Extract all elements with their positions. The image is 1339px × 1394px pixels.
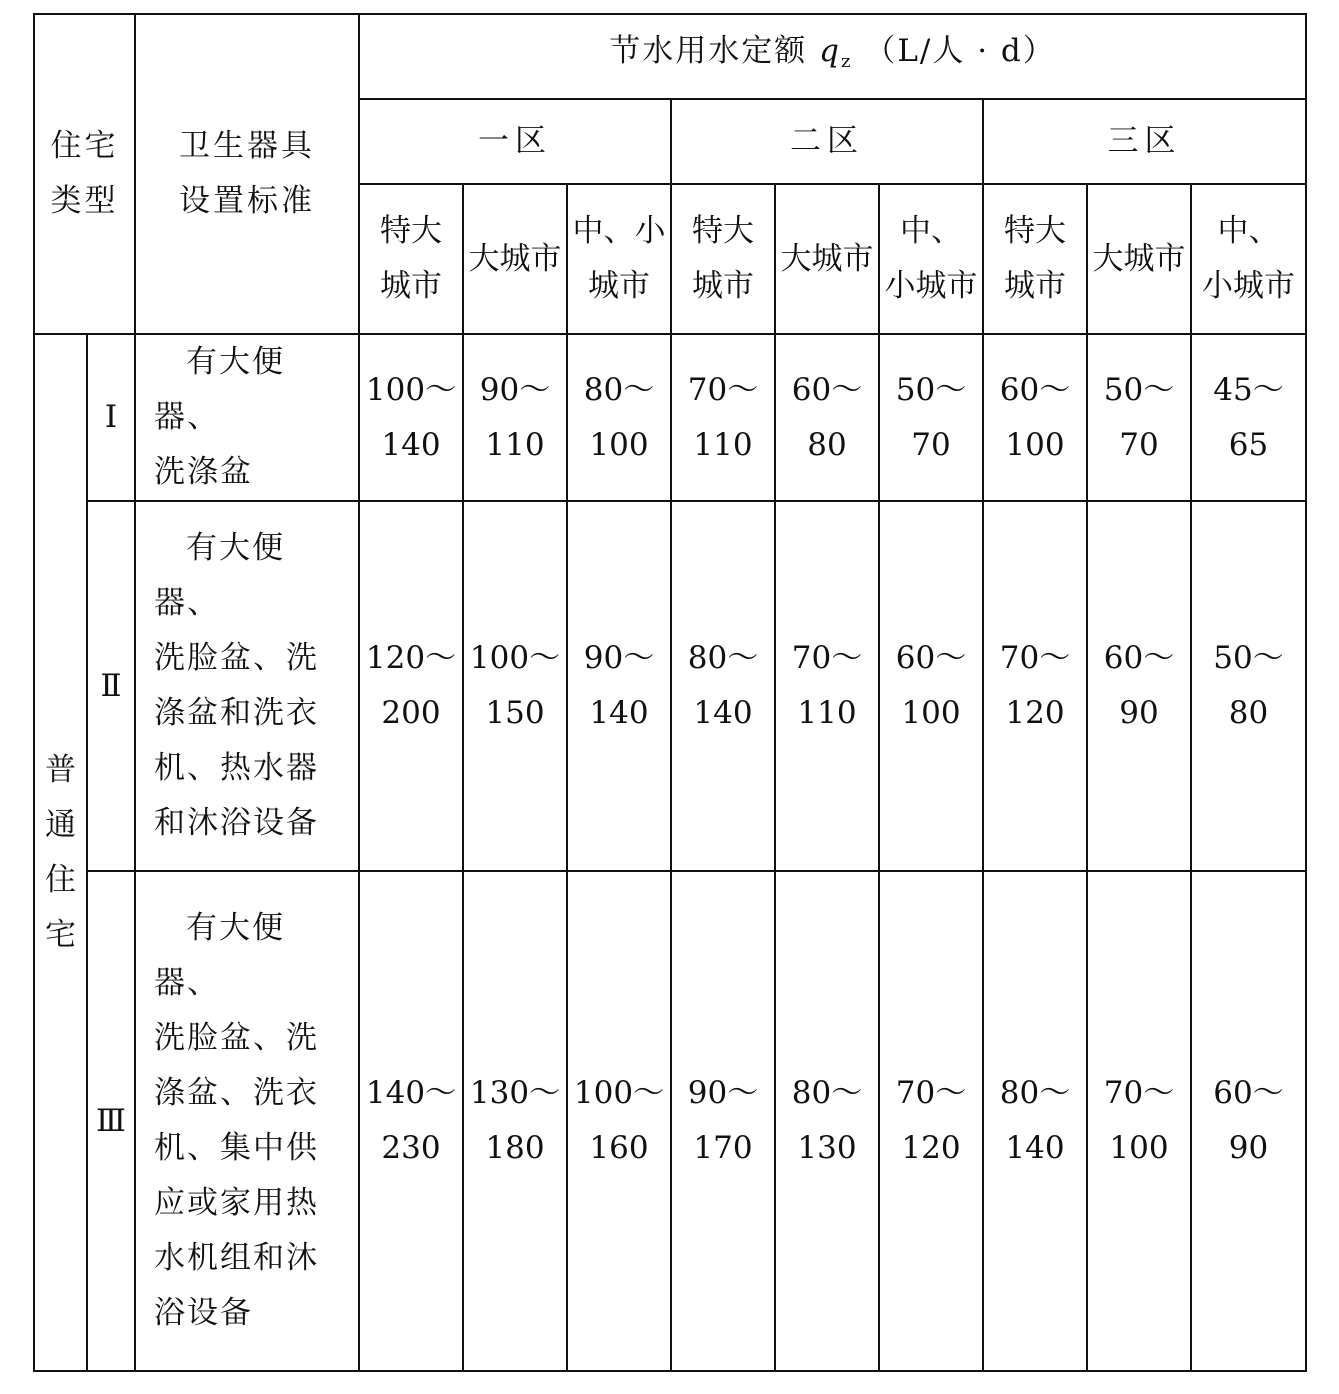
fixture-line: 水机组和沐 (154, 1240, 319, 1276)
quota-value-cell (775, 871, 879, 1371)
quota-value-cell (463, 871, 567, 1371)
quota-value-line: 200 (381, 695, 441, 731)
city-size-line: 中、 (1217, 213, 1280, 249)
quota-value-line: 100 (589, 426, 649, 463)
city-size-header (567, 184, 671, 334)
quota-symbol: q (819, 33, 841, 69)
quota-value-line: 130 (797, 1130, 857, 1166)
quota-value-line: 110 (693, 426, 753, 463)
quota-value-line: 100～ (365, 371, 457, 408)
fixture-line: 洗脸盆、洗 (154, 1020, 319, 1056)
quota-value-line: 90 (1228, 1130, 1269, 1166)
quota-value-line: 140～ (365, 1075, 457, 1111)
city-size-line: 大城市 (468, 240, 562, 277)
fixture-line: 洗脸盆、洗 (154, 640, 319, 676)
group-label-char: 住 (45, 861, 76, 898)
city-size-line: 城市 (588, 268, 650, 304)
fixture-line: 机、集中供 (154, 1130, 319, 1166)
fixture-line: 有大便器、 (154, 344, 285, 435)
quota-value-line: 120～ (365, 640, 457, 676)
quota-value-line: 170 (693, 1130, 753, 1166)
quota-value-line: 80 (1228, 695, 1269, 731)
quota-value-cell (359, 871, 463, 1371)
group-label-char: 通 (45, 806, 76, 843)
quota-value-line: 130～ (469, 1075, 561, 1111)
quota-value-cell (983, 501, 1087, 871)
grade-cell: Ⅲ (87, 871, 135, 1371)
group-label-char: 普 (45, 751, 76, 788)
fixture-line: 机、热水器 (154, 750, 319, 786)
zone-2: 二区 (671, 99, 983, 184)
quota-symbol-subscript: z (840, 51, 853, 72)
quota-value-line: 70 (1119, 426, 1159, 463)
header-row-quota (34, 14, 1306, 99)
quota-value-line: 90 (1119, 695, 1159, 731)
group-label-char: 宅 (45, 916, 76, 953)
quota-value-cell (879, 334, 983, 501)
quota-value-line: 70～ (791, 640, 863, 676)
quota-value-cell (671, 334, 775, 501)
city-size-line: 特大 (380, 213, 442, 249)
quota-value-cell (671, 871, 775, 1371)
city-size-header (983, 184, 1087, 334)
quota-value-line: 60～ (895, 640, 967, 676)
quota-value-line: 70 (911, 426, 951, 463)
quota-value-line: 120 (1005, 695, 1065, 731)
header-water-quota (359, 14, 1306, 99)
fixture-line: 和沐浴设备 (154, 805, 319, 841)
quota-value-line: 110 (485, 426, 545, 463)
city-size-header (671, 184, 775, 334)
quota-value-cell (1191, 871, 1306, 1371)
quota-value-cell (671, 501, 775, 871)
quota-value-line: 140 (589, 695, 649, 731)
city-size-header (775, 184, 879, 334)
quota-value-line: 160 (589, 1130, 649, 1166)
quota-value-cell (567, 871, 671, 1371)
city-size-header (359, 184, 463, 334)
fixture-line: 应或家用热 (154, 1185, 319, 1221)
header-housing-type-line2: 类型 (50, 183, 119, 219)
fixture-line: 涤盆和洗衣 (154, 695, 319, 731)
city-size-line: 大城市 (1092, 240, 1186, 277)
quota-value-line: 65 (1228, 426, 1269, 463)
quota-value-line: 100 (1109, 1130, 1169, 1166)
header-fixture-standard (135, 14, 359, 334)
city-size-header (463, 184, 567, 334)
table-row (34, 871, 1306, 1371)
quota-value-line: 230 (381, 1130, 441, 1166)
city-size-line: 中、小 (572, 213, 666, 249)
quota-value-cell (1191, 334, 1306, 501)
city-size-line: 小城市 (884, 268, 978, 304)
quota-value-cell (1191, 501, 1306, 871)
header-housing-type-line1: 住宅 (50, 128, 119, 164)
quota-value-line: 70～ (999, 640, 1071, 676)
quota-value-cell (567, 334, 671, 501)
quota-value-line: 140 (1005, 1130, 1065, 1166)
city-size-line: 大城市 (780, 240, 874, 277)
quota-value-line: 50～ (1103, 371, 1175, 408)
quota-value-line: 50～ (1213, 640, 1284, 676)
zone-1: 一区 (359, 99, 671, 184)
quota-value-cell (463, 334, 567, 501)
header-housing-type (34, 14, 135, 334)
grade-cell: Ⅱ (87, 501, 135, 871)
quota-value-line: 180 (485, 1130, 545, 1166)
quota-value-cell (567, 501, 671, 871)
quota-value-cell (983, 871, 1087, 1371)
quota-value-line: 140 (381, 426, 441, 463)
quota-value-line: 80 (807, 426, 847, 463)
quota-label: 节水用水定额 (609, 33, 808, 69)
header-fixture-line1: 卫生器具 (179, 128, 315, 164)
quota-value-line: 100～ (469, 640, 561, 676)
grade-cell: Ⅰ (87, 334, 135, 501)
quota-value-line: 80～ (583, 371, 655, 408)
fixture-line: 涤盆、洗衣 (154, 1075, 319, 1111)
city-size-header (879, 184, 983, 334)
water-quota-table (33, 13, 1307, 1372)
fixture-line: 有大便器、 (154, 910, 285, 1001)
city-size-line: 特大 (1004, 213, 1066, 249)
quota-value-line: 80～ (791, 1075, 863, 1111)
header-fixture-line2: 设置标准 (179, 183, 315, 219)
quota-value-line: 70～ (687, 371, 759, 408)
quota-value-line: 150 (485, 695, 545, 731)
city-size-header (1087, 184, 1191, 334)
fixture-description (135, 871, 359, 1371)
quota-value-cell (1087, 501, 1191, 871)
quota-value-cell (983, 334, 1087, 501)
quota-unit: （L/人 · d） (864, 33, 1056, 69)
quota-value-line: 100 (1005, 426, 1065, 463)
quota-value-cell (463, 501, 567, 871)
quota-value-line: 60～ (1213, 1075, 1284, 1111)
quota-value-line: 90～ (583, 640, 655, 676)
quota-value-line: 80～ (687, 640, 759, 676)
city-size-line: 中、 (900, 213, 962, 249)
quota-value-line: 60～ (999, 371, 1071, 408)
city-size-line: 城市 (1004, 268, 1066, 304)
quota-value-cell (775, 501, 879, 871)
quota-value-cell (879, 871, 983, 1371)
table-row (34, 501, 1306, 871)
fixture-line: 洗涤盆 (154, 454, 253, 490)
quota-value-line: 70～ (1103, 1075, 1175, 1111)
quota-value-line: 90～ (687, 1075, 759, 1111)
quota-value-line: 140 (693, 695, 753, 731)
table-row (34, 334, 1306, 501)
city-size-line: 城市 (692, 268, 754, 304)
quota-value-line: 45～ (1213, 371, 1284, 408)
fixture-description (135, 501, 359, 871)
city-size-line: 城市 (380, 268, 442, 304)
group-label-ordinary-housing (34, 334, 87, 1371)
fixture-line: 有大便器、 (154, 530, 285, 621)
quota-value-line: 110 (797, 695, 857, 731)
quota-value-line: 120 (901, 1130, 961, 1166)
quota-value-line: 80～ (999, 1075, 1071, 1111)
quota-value-line: 70～ (895, 1075, 967, 1111)
quota-value-line: 50～ (895, 371, 967, 408)
quota-value-cell (879, 501, 983, 871)
city-size-line: 小城市 (1202, 268, 1296, 304)
quota-value-line: 100 (901, 695, 961, 731)
quota-value-cell (775, 334, 879, 501)
quota-value-cell (359, 501, 463, 871)
quota-value-line: 100～ (573, 1075, 665, 1111)
quota-value-cell (1087, 871, 1191, 1371)
fixture-line: 浴设备 (154, 1295, 253, 1331)
zone-3: 三区 (983, 99, 1306, 184)
quota-value-line: 60～ (1103, 640, 1175, 676)
city-size-header (1191, 184, 1306, 334)
quota-value-line: 60～ (791, 371, 863, 408)
fixture-description (135, 334, 359, 501)
quota-value-cell (359, 334, 463, 501)
quota-value-cell (1087, 334, 1191, 501)
city-size-line: 特大 (692, 213, 754, 249)
quota-value-line: 90～ (479, 371, 551, 408)
